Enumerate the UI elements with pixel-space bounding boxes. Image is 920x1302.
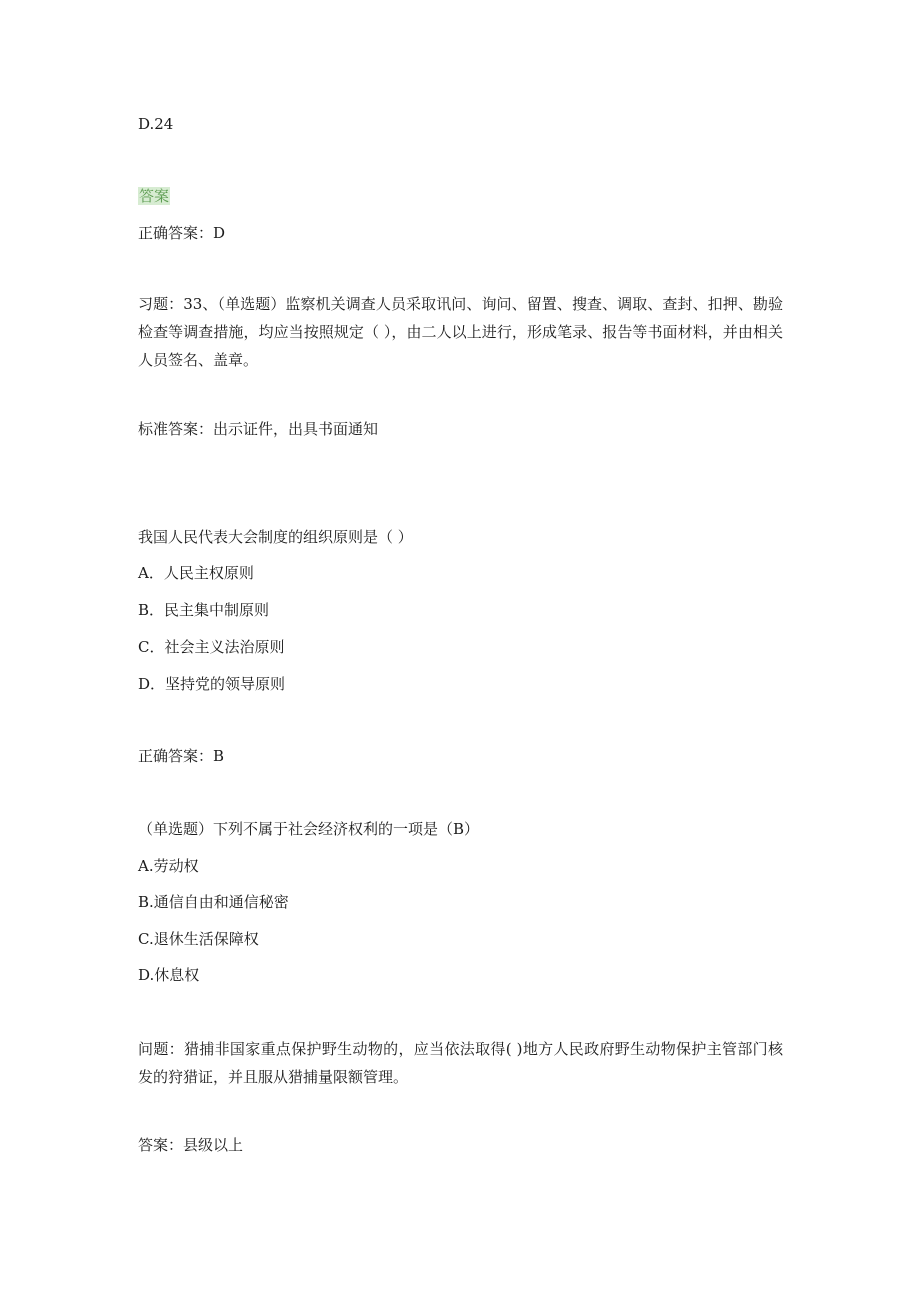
standard-answer: 标准答案：出示证件，出具书面通知 — [138, 420, 379, 438]
question-npc-principle: 我国人民代表大会制度的组织原则是（ ） — [138, 528, 413, 546]
answer: 答案：县级以上 — [138, 1136, 244, 1154]
correct-answer: 正确答案：B — [138, 747, 225, 765]
option-a: A．人民主权原则 — [138, 564, 254, 582]
option-d: D．坚持党的领导原则 — [138, 675, 286, 693]
option-c: C.退休生活保障权 — [138, 930, 259, 948]
answer-tag: 答案 — [139, 187, 170, 205]
option-b: B.通信自由和通信秘密 — [138, 893, 289, 911]
option-b: B．民主集中制原则 — [138, 601, 270, 619]
correct-answer: 正确答案：D — [138, 224, 226, 242]
option-d: D.24 — [138, 115, 174, 133]
question-33: 习题：33、（单选题）监察机关调查人员采取讯问、询问、留置、搜查、调取、查封、扣押、勘验检查等调查措施，均应当按照规定（ ），由二人以上进行，形成笔录、报告等书面材料，并由相关人员签名、盖章。 — [138, 295, 783, 369]
option-c: C．社会主义法治原则 — [138, 638, 285, 656]
option-d: D.休息权 — [138, 966, 200, 984]
question-economic-rights: （单选题）下列不属于社会经济权利的一项是（B） — [138, 820, 480, 838]
option-a: A.劳动权 — [138, 857, 199, 875]
question-hunting-license: 问题：猎捕非国家重点保护野生动物的，应当依法取得( )地方人民政府野生动物保护主管部门核发的狩猎证，并且服从猎捕量限额管理。 — [138, 1040, 783, 1086]
answer-label — [138, 186, 170, 206]
